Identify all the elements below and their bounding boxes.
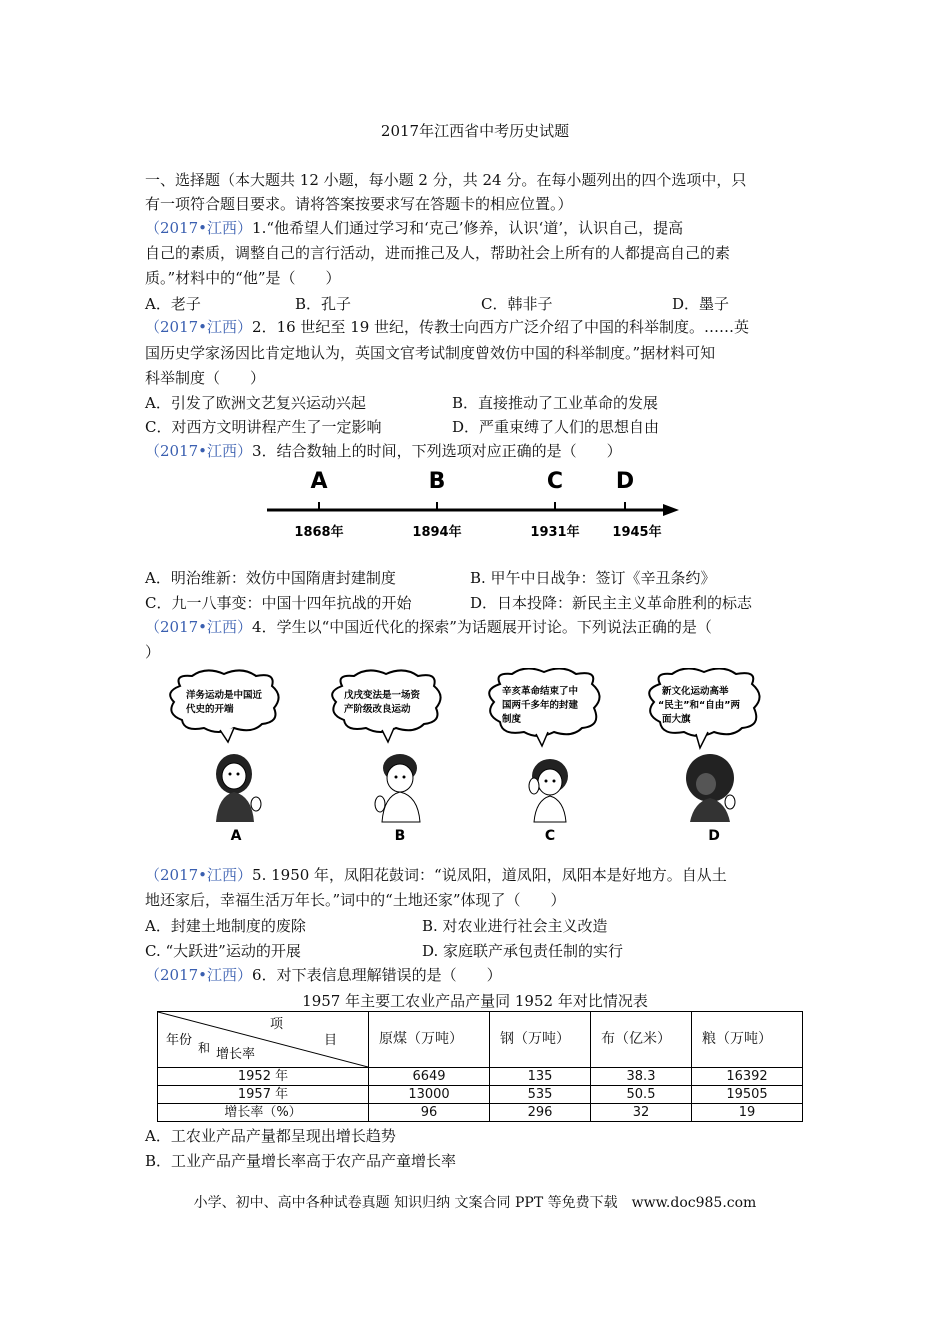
q1-option-d: D．墨子 [672, 295, 730, 313]
section-instructions-line1: 一、选择题（本大题共 12 小题，每小题 2 分，共 24 分。在每小题列出的四个选项中，只 [145, 171, 747, 189]
table-row: 1957 年 13000 535 50.5 19505 [158, 1086, 803, 1104]
student-label-a: A [230, 828, 242, 844]
q6-option-a: A．工农业产品产量都呈现出增长趋势 [145, 1127, 396, 1145]
table-row: 增长率（%） 96 296 32 19 [158, 1104, 803, 1122]
student-label-c: C [544, 828, 556, 844]
q2-stem-line3: 科举制度（ ） [145, 369, 266, 387]
svg-text:国两千多年的封建: 国两千多年的封建 [502, 700, 579, 711]
timeline-year-c: 1931年 [530, 525, 580, 540]
q2-option-b: B．直接推动了工业革命的发展 [452, 394, 659, 412]
q1-option-c: C．韩非子 [481, 295, 553, 313]
q1-stem-line2: 自己的素质，调整自己的言行活动，进而推己及人，帮助社会上所有的人都提高自己的素 [145, 244, 731, 262]
timeline-arrow-icon [663, 504, 679, 516]
q3-option-c: C．九一八事变：中国十四年抗战的开始 [145, 594, 412, 612]
q5-option-c: C. “大跃进”运动的开展 [145, 942, 301, 960]
student-c-icon [529, 759, 568, 822]
timeline-year-d: 1945年 [612, 525, 662, 540]
svg-text:年份: 年份 [166, 1033, 193, 1048]
table-row: 1952 年 6649 135 38.3 16392 [158, 1068, 803, 1086]
svg-text:代史的开端: 代史的开端 [186, 704, 234, 715]
timeline-mark-a [294, 469, 343, 540]
q6-option-b: B．工业产品产量增长率高于农产品产童增长率 [145, 1152, 457, 1170]
q3-option-a: A．明治维新：效仿中国隋唐封建制度 [145, 569, 396, 587]
q5-stem-line1: （2017•江西）5. 1950 年，凤阳花鼓词：“说凤阳，道凤阳，凤阳本是好地方。自从土 [145, 866, 727, 884]
q5-stem-line2: 地还家后，幸福生活万年长。”词中的“土地还家”体现了（ ） [145, 891, 566, 909]
svg-text:面大旗: 面大旗 [662, 714, 691, 725]
table-title: 1957 年主要工农业产品产量同 1952 年对比情况表 [302, 992, 648, 1010]
source-tag: （2017•江西） [145, 219, 253, 237]
table-header-row [158, 1012, 803, 1068]
student-label-d: D [708, 828, 720, 844]
q5-option-b: B. 对农业进行社会主义改造 [422, 917, 608, 935]
timeline-letter-c: C [546, 469, 564, 494]
speech-bubble-a [170, 670, 278, 742]
q1-stem-line3: 质。”材料中的“他”是（ ） [145, 269, 341, 287]
svg-text:洋务运动是中国近: 洋务运动是中国近 [186, 690, 263, 701]
q3-option-d: D．日本投降：新民主主义革命胜利的标志 [470, 594, 753, 612]
timeline-year-a: 1868年 [294, 525, 344, 540]
speech-bubble-b [332, 670, 440, 742]
svg-text:和: 和 [198, 1041, 211, 1055]
student-a-icon [216, 754, 261, 822]
q4-stem-line2: ） [145, 643, 161, 661]
q4-cartoon-figure [160, 668, 800, 848]
student-b-icon [375, 754, 420, 822]
timeline-letter-a: A [310, 469, 328, 494]
q2-stem-line1: （2017•江西）2．16 世纪至 19 世纪，传教士向西方广泛介绍了中国的科举制度。……英 [145, 318, 750, 336]
svg-text:新文化运动高举: 新文化运动高举 [662, 686, 729, 697]
table-header-coal: 原煤（万吨） [369, 1012, 490, 1068]
q6-stem-line1: （2017•江西）6．对下表信息理解错误的是（ ） [145, 966, 502, 984]
q1-stem-line1: （2017•江西）1.“他希望人们通过学习和‘克己’修养，认识‘道’，认识自己，提高 [145, 219, 684, 237]
timeline-mark-b [412, 469, 461, 540]
timeline-mark-c [530, 469, 579, 540]
svg-text:产阶级改良运动: 产阶级改良运动 [344, 704, 411, 715]
svg-text:戊戌变法是一场资: 戊戌变法是一场资 [344, 690, 421, 701]
q2-option-c: C．对西方文明讲程产生了一定影响 [145, 418, 382, 436]
timeline-letter-d: D [615, 469, 635, 494]
svg-text:“民主”和“自由”两: “民主”和“自由”两 [658, 700, 740, 711]
svg-text:制度: 制度 [502, 714, 522, 725]
q2-option-d: D．严重束缚了人们的思想自由 [452, 418, 660, 436]
q5-option-a: A．封建土地制度的废除 [145, 917, 306, 935]
svg-text:目: 目 [324, 1033, 338, 1048]
svg-text:项: 项 [270, 1017, 284, 1032]
table-corner-cell [158, 1012, 369, 1068]
q5-option-d: D. 家庭联产承包责任制的实行 [422, 942, 624, 960]
speech-bubble-d [649, 668, 759, 748]
q3-stem-line1: （2017•江西）3．结合数轴上的时间，下列选项对应正确的是（ ） [145, 442, 622, 460]
timeline-mark-d [612, 469, 661, 540]
table-header-grain: 粮（万吨） [692, 1012, 803, 1068]
comparison-table [157, 1011, 803, 1122]
student-d-icon [686, 754, 735, 822]
q2-stem-line2: 国历史学家汤因比肯定地认为，英国文官考试制度曾效仿中国的科举制度。”据材料可知 [145, 344, 716, 362]
table-header-cloth: 布（亿米） [591, 1012, 692, 1068]
q2-option-a: A．引发了欧洲文艺复兴运动兴起 [145, 394, 366, 412]
student-label-b: B [394, 828, 406, 844]
timeline-letter-b: B [428, 469, 446, 494]
svg-text:增长率: 增长率 [216, 1047, 256, 1062]
timeline-year-b: 1894年 [412, 525, 462, 540]
q3-option-b: B. 甲午中日战争：签订《辛丑条约》 [470, 569, 716, 587]
svg-text:辛亥革命结束了中: 辛亥革命结束了中 [502, 686, 579, 697]
speech-bubble-c [489, 668, 599, 746]
section-instructions-line2: 有一项符合题目要求。请将答案按要求写在答题卡的相应位置。） [145, 195, 573, 213]
q4-stem-line1: （2017•江西）4．学生以“中国近代化的探索”为话题展开讨论。下列说法正确的是（ [145, 618, 712, 636]
page-footer: 小学、初中、高中各种试卷真题 知识归纳 文案合同 PPT 等免费下载 www.doc985.com [193, 1195, 757, 1211]
timeline-figure [265, 466, 685, 546]
q1-option-a: A．老子 [145, 295, 201, 313]
q1-option-b: B．孔子 [295, 295, 352, 313]
page-title: 2017年江西省中考历史试题 [380, 122, 570, 140]
table-header-steel: 钢（万吨） [490, 1012, 591, 1068]
